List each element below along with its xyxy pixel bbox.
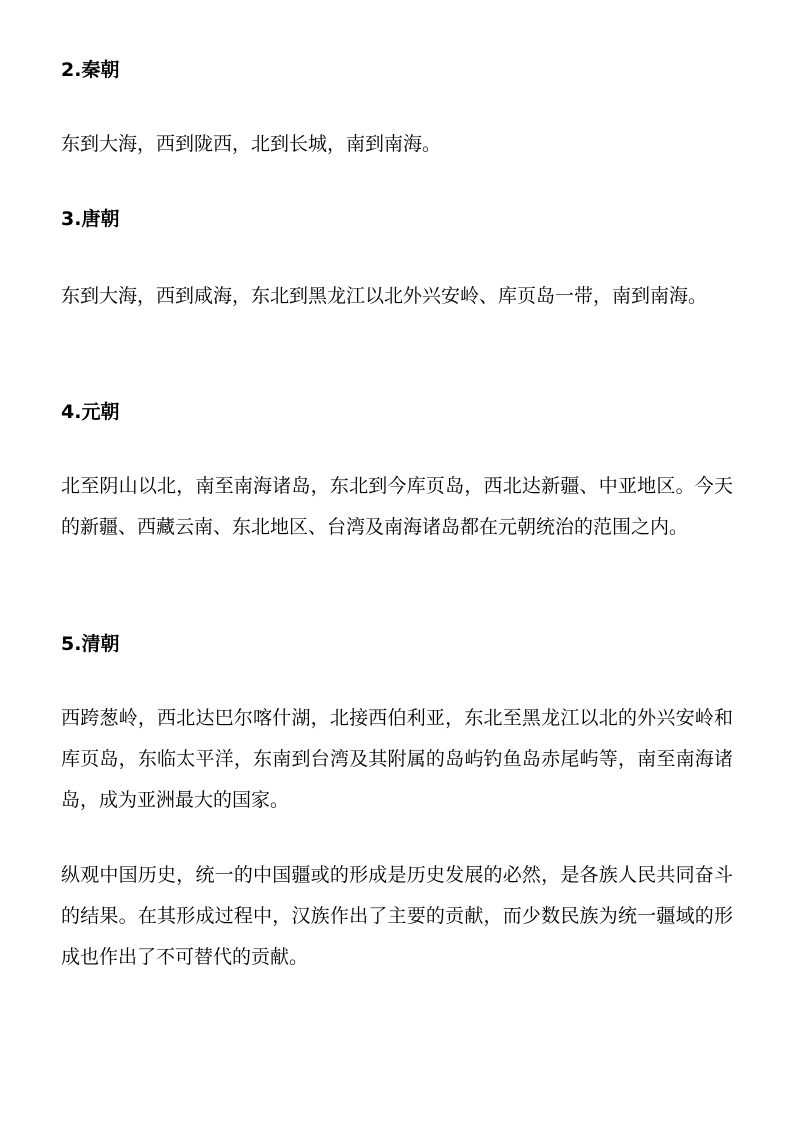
section-text-qing: 西跨葱岭，西北达巴尔喀什湖，北接西伯利亚，东北至黑龙江以北的外兴安岭和库页岛，东临太平洋，东南到台湾及其附属的岛屿钓鱼岛赤尾屿等，南至南海诸岛，成为亚洲最大的国家。 — [61, 707, 733, 811]
section-heading-qing: 5.清朝 — [61, 633, 120, 655]
section-text-yuan: 北至阴山以北，南至南海诸岛，东北到今库页岛，西北达新疆、中亚地区。今天的新疆、西藏云南、东北地区、台湾及南海诸岛都在元朝统治的范围之内。 — [61, 475, 733, 538]
section-heading-tang: 3.唐朝 — [61, 208, 120, 230]
section-text-tang: 东到大海，西到咸海，东北到黑龙江以北外兴安岭、库页岛一带，南到南海。 — [61, 285, 708, 307]
section-heading-yuan: 4.元朝 — [61, 401, 120, 423]
section-text-qin: 东到大海，西到陇西，北到长城，南到南海。 — [61, 133, 442, 155]
section-heading-qin: 2.秦朝 — [61, 59, 120, 81]
conclusion-text: 纵观中国历史，统一的中国疆或的形成是历史发展的必然，是各族人民共同奋斗的结果。在其形成过程中，汉族作出了主要的贡献，而少数民族为统一疆域的形成也作出了不可替代的贡献。 — [61, 864, 733, 968]
